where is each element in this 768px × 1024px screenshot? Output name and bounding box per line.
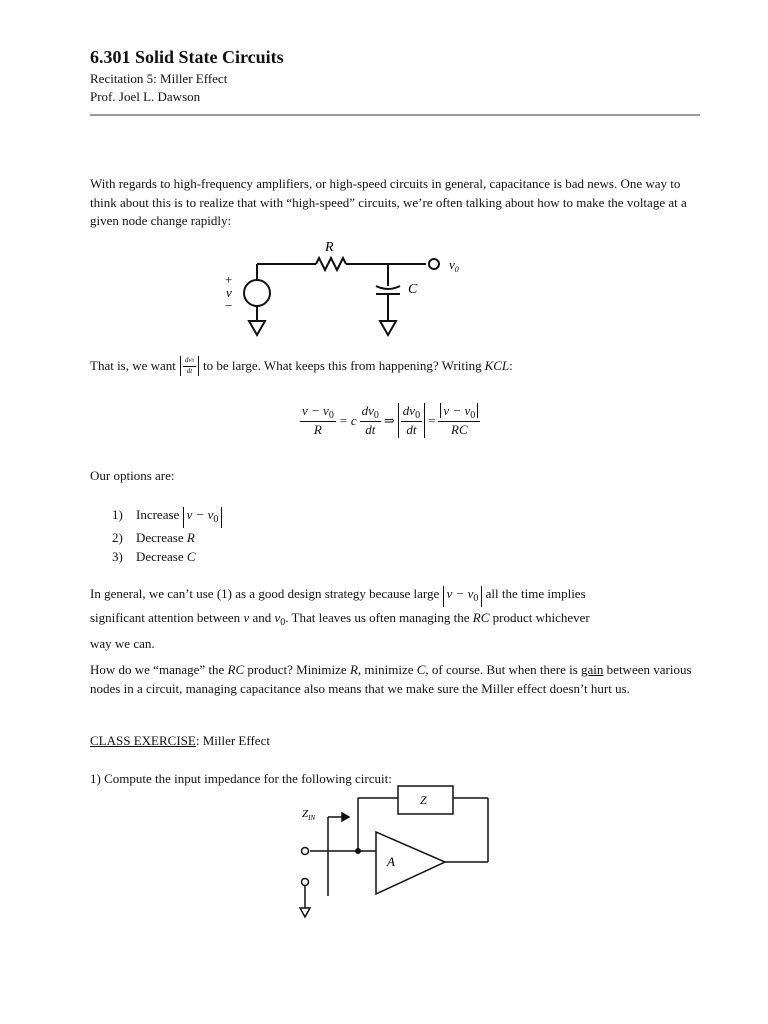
source-minus-label: − — [225, 298, 233, 313]
design-strategy-paragraph: In general, we can’t use (1) as a good design strategy because large $v - v_0$ all the time implies significant attention between v and $v_0$. That leaves us often managing the RC product whichever way we can. — [90, 586, 590, 651]
junction-dot — [355, 848, 361, 854]
want-prefix: That is, we want — [90, 357, 176, 373]
want-sentence: That is, we want $\frac{dv0}{dt}$ to be large. What keeps this from happening? Writing KCL: — [90, 356, 513, 375]
source-voltage-label: v — [226, 285, 232, 300]
derivative-abs: $\frac{dv0}{dt}$ — [180, 356, 199, 376]
zin-label: $Z_{IN}$ — [302, 808, 316, 822]
kcl-equation: $\frac{v - v_0}{R}$ = c $\frac{dv_0}{dt}$ ⇒ $\frac{dv_0}{dt}$ = $\frac{v - v_0}{RC}$ — [300, 403, 480, 438]
professor-name: Prof. Joel L. Dawson — [90, 89, 201, 104]
document-title: 6.301 Solid State Circuits — [90, 47, 284, 67]
output-voltage-label: $v_0$ — [449, 257, 459, 274]
options-intro: Our options are: — [90, 468, 175, 483]
capacitor-label: C — [408, 282, 418, 297]
want-suffix: to be large. What keeps this from happening? Writing — [203, 357, 482, 373]
recitation-subtitle: Recitation 5: Miller Effect — [90, 71, 228, 86]
rc-circuit-diagram — [220, 235, 480, 345]
class-exercise-heading: CLASS EXERCISE: Miller Effect — [90, 733, 270, 748]
list-item: 2) Decrease R — [112, 530, 195, 545]
header-rule — [90, 114, 700, 116]
intro-paragraph: With regards to high-frequency amplifiers, or high-speed circuits in general, capacitance is bad news. One way to think about this is to realize that with “high-speed” circuits, we’re often talking about how to make the voltage at a given node change rapidly: — [90, 176, 687, 228]
resistor-label: R — [325, 240, 334, 255]
kcl-label: KCL — [484, 357, 510, 373]
source-plus-label: + — [225, 272, 233, 287]
miller-amplifier-diagram — [290, 780, 510, 930]
gain-a-label: A — [387, 854, 395, 869]
options-list — [112, 505, 222, 566]
manage-rc-paragraph: How do we “manage” the RC product? Minimize R, minimize C, of course. But when there is gain between various nodes in a circuit, managing capacitance also means that we make sure the Miller effect doesn’t hurt us. — [90, 662, 692, 696]
impedance-z-label: Z — [420, 793, 427, 807]
list-item: 1) Increase $v - v_0$ — [112, 505, 222, 528]
list-item: 3) Decrease C — [112, 549, 196, 564]
question-1: 1) Compute the input impedance for the following circuit: — [90, 771, 392, 786]
